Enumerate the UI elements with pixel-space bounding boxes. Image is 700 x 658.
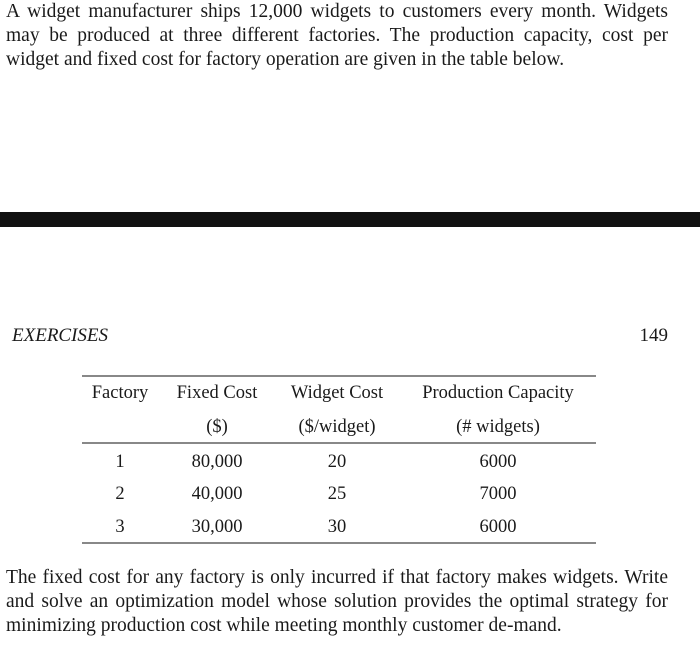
header-factory: Factory (91, 383, 149, 403)
cell-widget-cost: 25 (327, 484, 347, 504)
cell-capacity: 7000 (479, 484, 517, 504)
cell-widget-cost: 20 (327, 452, 347, 472)
section-header: EXERCISES (12, 325, 109, 346)
cell-capacity: 6000 (479, 452, 517, 472)
cell-widget-cost: 30 (327, 517, 347, 537)
table-top-rule (82, 375, 596, 377)
header-production-capacity: Production Capacity (422, 383, 574, 403)
cell-fixed-cost: 40,000 (191, 484, 243, 504)
intro-paragraph: A widget manufacturer ships 12,000 widgets to customers every month. Widgets may be produced at three different factories. The production capacity, cost per widget and fixed cost for factory operation are given in the table below. (6, 1, 668, 70)
header-widget-cost: Widget Cost (290, 383, 384, 403)
table-header-rule (82, 442, 596, 444)
header-fixed-cost: Fixed Cost (176, 383, 258, 403)
cell-fixed-cost: 30,000 (191, 517, 243, 537)
cell-factory: 2 (115, 484, 125, 504)
cell-factory: 3 (115, 517, 125, 537)
cell-factory: 1 (115, 452, 125, 472)
header-widget-cost-unit: ($/widget) (298, 417, 376, 437)
closing-paragraph: The fixed cost for any factory is only incurred if that factory makes widgets. Write and solve an optimization model whose solution provides the optimal strategy for minimizing production cost while meeting monthly customer de-mand. (6, 567, 668, 636)
header-fixed-cost-unit: ($) (206, 417, 228, 437)
page-number: 149 (639, 325, 668, 346)
header-production-capacity-unit: (# widgets) (456, 417, 540, 437)
page-divider (0, 212, 700, 227)
cell-fixed-cost: 80,000 (191, 452, 243, 472)
table-bottom-rule (82, 542, 596, 544)
cell-capacity: 6000 (479, 517, 517, 537)
